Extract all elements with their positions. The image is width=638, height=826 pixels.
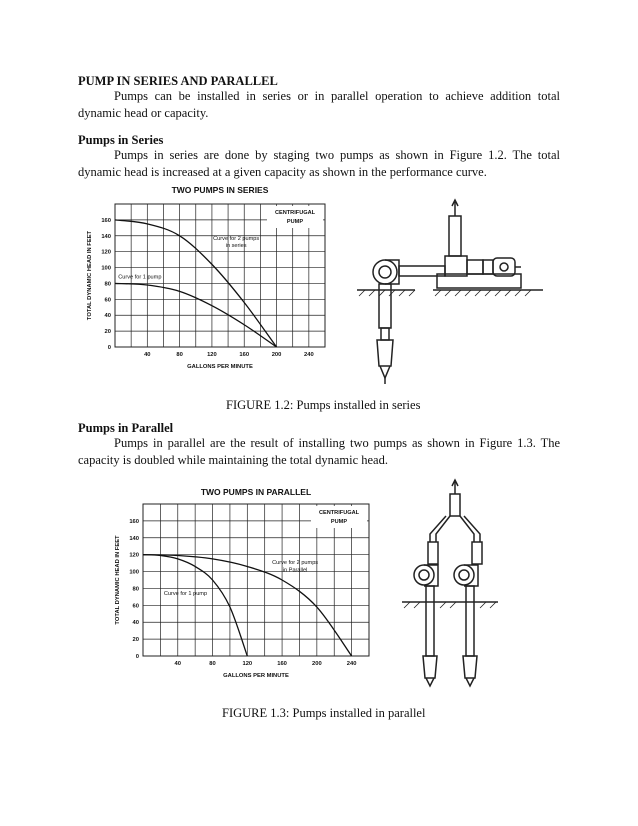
series-heading: Pumps in Series xyxy=(78,133,164,147)
y-tick-label: 120 xyxy=(101,249,111,256)
series-caption: FIGURE 1.2: Pumps installed in series xyxy=(226,398,421,412)
corner-label-line: PUMP xyxy=(286,219,304,225)
x-tick-label: 160 xyxy=(239,352,250,358)
chart-title: TWO PUMPS IN PARALLEL xyxy=(200,487,312,497)
series-chart xyxy=(80,182,340,372)
y-tick-label: 120 xyxy=(129,552,139,559)
y-tick-label: 100 xyxy=(129,569,139,576)
y-tick-label: 80 xyxy=(132,586,139,593)
corner-label-line: CENTRIFUGAL xyxy=(318,510,360,516)
y-tick-label: 60 xyxy=(104,297,111,304)
series-label: Curve for 1 pump xyxy=(118,274,162,281)
x-tick-label: 200 xyxy=(312,661,322,667)
y-axis-label: TOTAL DYNAMIC HEAD IN FEET xyxy=(115,535,121,625)
corner-label-line: CENTRIFUGAL xyxy=(274,210,316,216)
intro-paragraph: Pumps can be installed in series or in parallel operation to achieve addition total dynamic head or capacity. xyxy=(78,89,560,120)
x-tick-label: 40 xyxy=(144,352,151,358)
x-axis-label: GALLONS PER MINUTE xyxy=(223,673,289,679)
chart-title: TWO PUMPS IN SERIES xyxy=(171,185,269,195)
y-tick-label: 60 xyxy=(132,603,139,610)
series-label: in Parallel xyxy=(282,567,308,574)
y-tick-label: 140 xyxy=(101,233,111,240)
parallel-pump-illustration xyxy=(400,478,500,690)
x-tick-label: 200 xyxy=(271,352,282,358)
y-tick-label: 100 xyxy=(101,265,111,272)
y-axis-label: TOTAL DYNAMIC HEAD IN FEET xyxy=(87,230,93,321)
y-tick-label: 0 xyxy=(107,345,111,351)
x-tick-label: 160 xyxy=(277,661,287,667)
x-axis-label: GALLONS PER MINUTE xyxy=(187,364,253,370)
parallel-paragraph: Pumps in parallel are the result of installing two pumps as shown in Figure 1.3. The capacity is doubled while maintaining the total dynamic head. xyxy=(78,436,560,467)
x-tick-label: 80 xyxy=(176,352,183,358)
y-tick-label: 0 xyxy=(135,654,139,660)
section-title: PUMP IN SERIES AND PARALLEL xyxy=(78,74,278,88)
y-tick-label: 20 xyxy=(132,637,139,644)
y-tick-label: 160 xyxy=(101,217,111,224)
y-tick-label: 160 xyxy=(129,518,139,525)
y-tick-label: 80 xyxy=(104,281,111,288)
x-tick-label: 120 xyxy=(242,661,253,667)
series-pump-illustration xyxy=(355,198,545,386)
y-tick-label: 40 xyxy=(132,620,139,627)
series-label: in series xyxy=(225,242,247,249)
parallel-chart xyxy=(110,484,380,684)
y-tick-label: 40 xyxy=(104,313,111,320)
corner-label-line: PUMP xyxy=(330,519,348,525)
x-tick-label: 240 xyxy=(346,661,357,667)
x-tick-label: 80 xyxy=(209,661,216,667)
series-paragraph: Pumps in series are done by staging two pumps as shown in Figure 1.2. The total dynamic head is increased at a given capacity as shown in the performance curve. xyxy=(78,148,560,179)
x-tick-label: 40 xyxy=(174,661,181,667)
parallel-caption: FIGURE 1.3: Pumps installed in parallel xyxy=(222,706,426,720)
parallel-heading: Pumps in Parallel xyxy=(78,421,174,435)
series-label: Curve for 1 pump xyxy=(163,591,208,598)
y-tick-label: 140 xyxy=(129,535,139,542)
x-tick-label: 120 xyxy=(207,352,217,358)
series-label: Curve for 2 pumps xyxy=(272,559,319,566)
y-tick-label: 20 xyxy=(104,329,111,336)
series-label: Curve for 2 pumps xyxy=(213,235,260,242)
x-tick-label: 240 xyxy=(304,352,314,358)
